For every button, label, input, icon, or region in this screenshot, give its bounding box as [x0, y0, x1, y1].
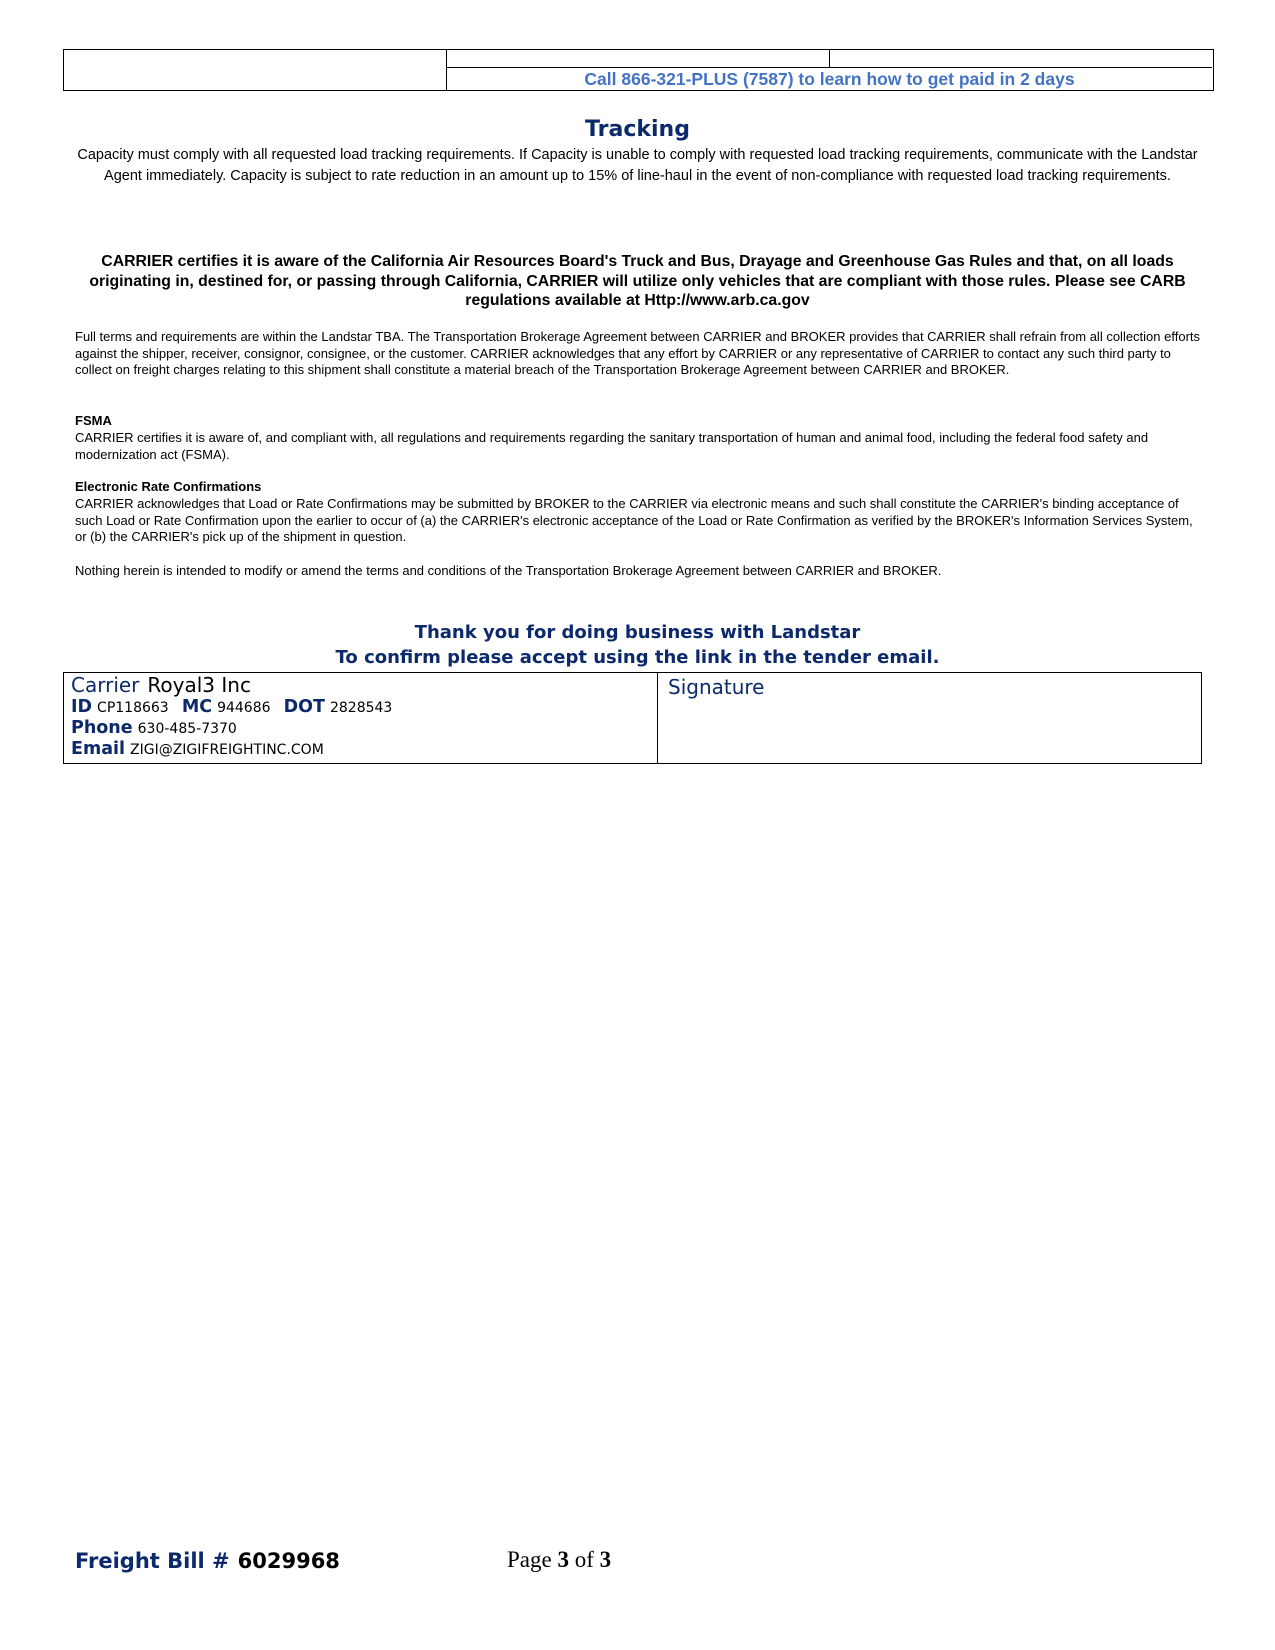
carb-compliance-notice: CARRIER certifies it is aware of the California Air Resources Board's Truck and Bus, Drayage and Greenhouse Gas Rules and that, on all loads originating in, destined for, or passing through California, CARRIER will utilize only vehicles that are compliant with those rules. Please see CARB regulations available at Http://www.arb.ca.gov: [89, 253, 1186, 309]
carrier-info-cell: [64, 673, 658, 763]
tracking-heading: Tracking: [585, 117, 690, 142]
signature-cell: [658, 673, 1201, 765]
fsma-heading: FSMA: [75, 413, 112, 428]
dot-value: 2828543: [329, 700, 393, 716]
freight-bill-label: Freight Bill #: [75, 1549, 230, 1573]
erc-paragraph: CARRIER acknowledges that Load or Rate Confirmations may be submitted by BROKER to the CARRIER via electronic means and such shall constitute the CARRIER's binding acceptance of such Load or Rate Confirmation upon the earlier to occur of (a) the CARRIER's electronic acceptance of the Load or Rate Confirmation as verified by the BROKER's Information Services System, or (b) the CARRIER's pick up of the shipment in question.: [75, 496, 1193, 545]
phone-label: Phone: [71, 718, 133, 738]
carrier-ids-row: [71, 696, 657, 717]
mc-value: 944686: [217, 700, 271, 716]
carrier-email-row: [71, 738, 657, 759]
no-modification-paragraph: Nothing herein is intended to modify or amend the terms and conditions of the Transportation Brokerage Agreement between CARRIER and BROKER.: [75, 563, 942, 578]
header-table-empty-cell: [447, 50, 830, 68]
header-table-empty-cell: [64, 50, 447, 90]
header-info-table: [63, 49, 1214, 91]
thank-you-line: Thank you for doing business with Landstar: [414, 622, 861, 643]
confirm-instruction-line: To confirm please accept using the link in the tender email.: [335, 647, 940, 668]
mc-label: MC: [181, 697, 213, 717]
signature-label: Signature: [668, 675, 765, 699]
phone-value: 630-485-7370: [137, 721, 237, 737]
id-value: CP118663: [97, 700, 169, 716]
quick-pay-callout: Call 866-321-PLUS (7587) to learn how to get paid in 2 days: [584, 69, 1075, 89]
erc-heading: Electronic Rate Confirmations: [75, 479, 262, 494]
carrier-name: Royal3 Inc: [147, 673, 251, 697]
carrier-name-row: [71, 675, 657, 696]
page-of-word: of: [574, 1547, 594, 1572]
freight-bill-number: [75, 1549, 340, 1573]
page-total: 3: [599, 1547, 612, 1572]
fsma-paragraph: CARRIER certifies it is aware of, and compliant with, all regulations and requirements regarding the sanitary transportation of human and animal food, including the federal food safety and modernization act (FSMA).: [75, 430, 1149, 462]
carrier-signature-table: [63, 672, 1202, 764]
header-table-empty-cell: [830, 50, 1212, 68]
page-word: Page: [507, 1547, 552, 1572]
dot-label: DOT: [283, 697, 325, 717]
full-terms-paragraph: Full terms and requirements are within the Landstar TBA. The Transportation Brokerage Agreement between CARRIER and BROKER provides that CARRIER shall refrain from all collection efforts against the shipper, receiver, consignor, consignee, or the customer. CARRIER acknowledges that any effort by CARRIER or any representative of CARRIER to contact any such third party to collect on freight charges relating to this shipment shall constitute a material breach of the Transportation Brokerage Agreement between CARRIER and BROKER.: [75, 329, 1201, 378]
page-current: 3: [557, 1547, 569, 1572]
email-value: ZIGI@ZIGIFREIGHTINC.COM: [130, 742, 324, 758]
freight-bill-value: 6029968: [237, 1549, 340, 1573]
carrier-label: Carrier: [71, 673, 140, 697]
email-label: Email: [71, 739, 125, 759]
page-indicator: [507, 1547, 611, 1573]
tracking-requirements-text: Capacity must comply with all requested load tracking requirements. If Capacity is unable to comply with requested load tracking requirements, communicate with the Landstar Agent immediately. Capacity is subject to rate reduction in an amount up to 15% of line-haul in the event of non-compliance with requested load tracking requirements.: [77, 147, 1198, 184]
id-label: ID: [71, 697, 93, 717]
carrier-phone-row: [71, 717, 657, 738]
